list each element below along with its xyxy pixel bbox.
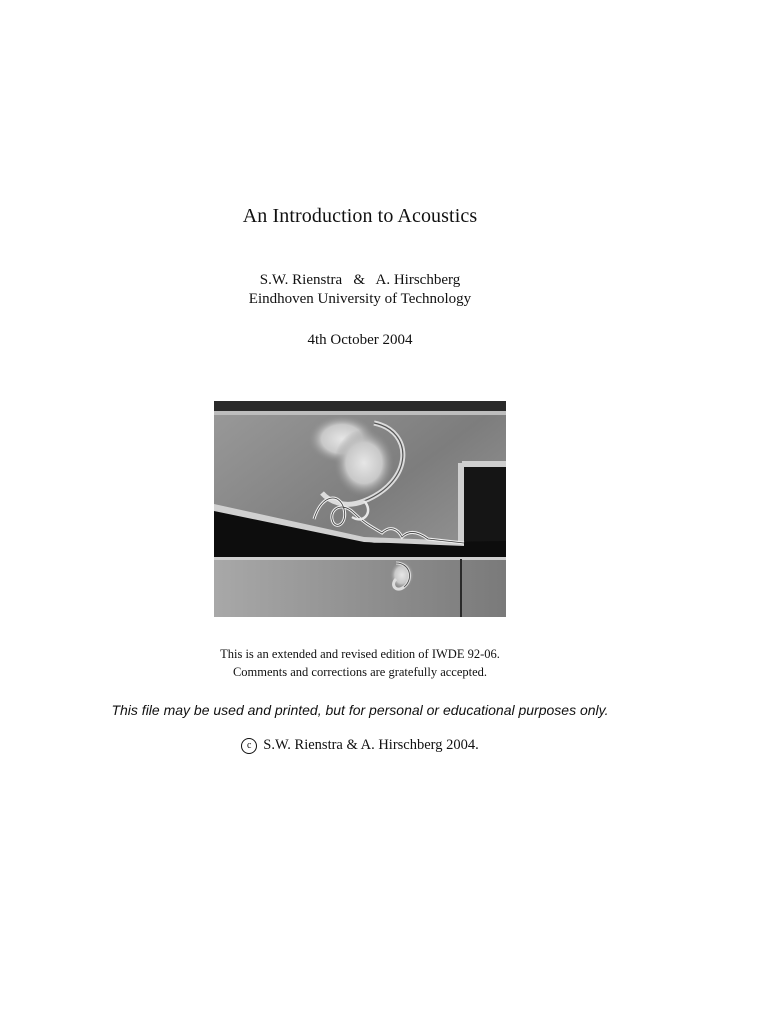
copyright-icon: c — [241, 738, 257, 754]
document-title: An Introduction to Acoustics — [242, 205, 478, 227]
document-authors: S.W. Rienstra & A. Hirschberg — [259, 272, 461, 288]
usage-notice: This file may be used and printed, but for personal or educational purposes only. — [111, 702, 609, 718]
flow-visualization-photo — [214, 401, 506, 617]
copyright-line — [0, 737, 720, 754]
document-affiliation: Eindhoven University of Technology — [248, 291, 472, 307]
corrections-note: Comments and corrections are gratefully accepted. — [232, 665, 488, 679]
copyright-text: S.W. Rienstra & A. Hirschberg 2004. — [263, 737, 479, 753]
document-date: 4th October 2004 — [307, 332, 413, 348]
cover-figure — [214, 401, 506, 617]
edition-note: This is an extended and revised edition of IWDE 92-06. — [220, 647, 500, 661]
